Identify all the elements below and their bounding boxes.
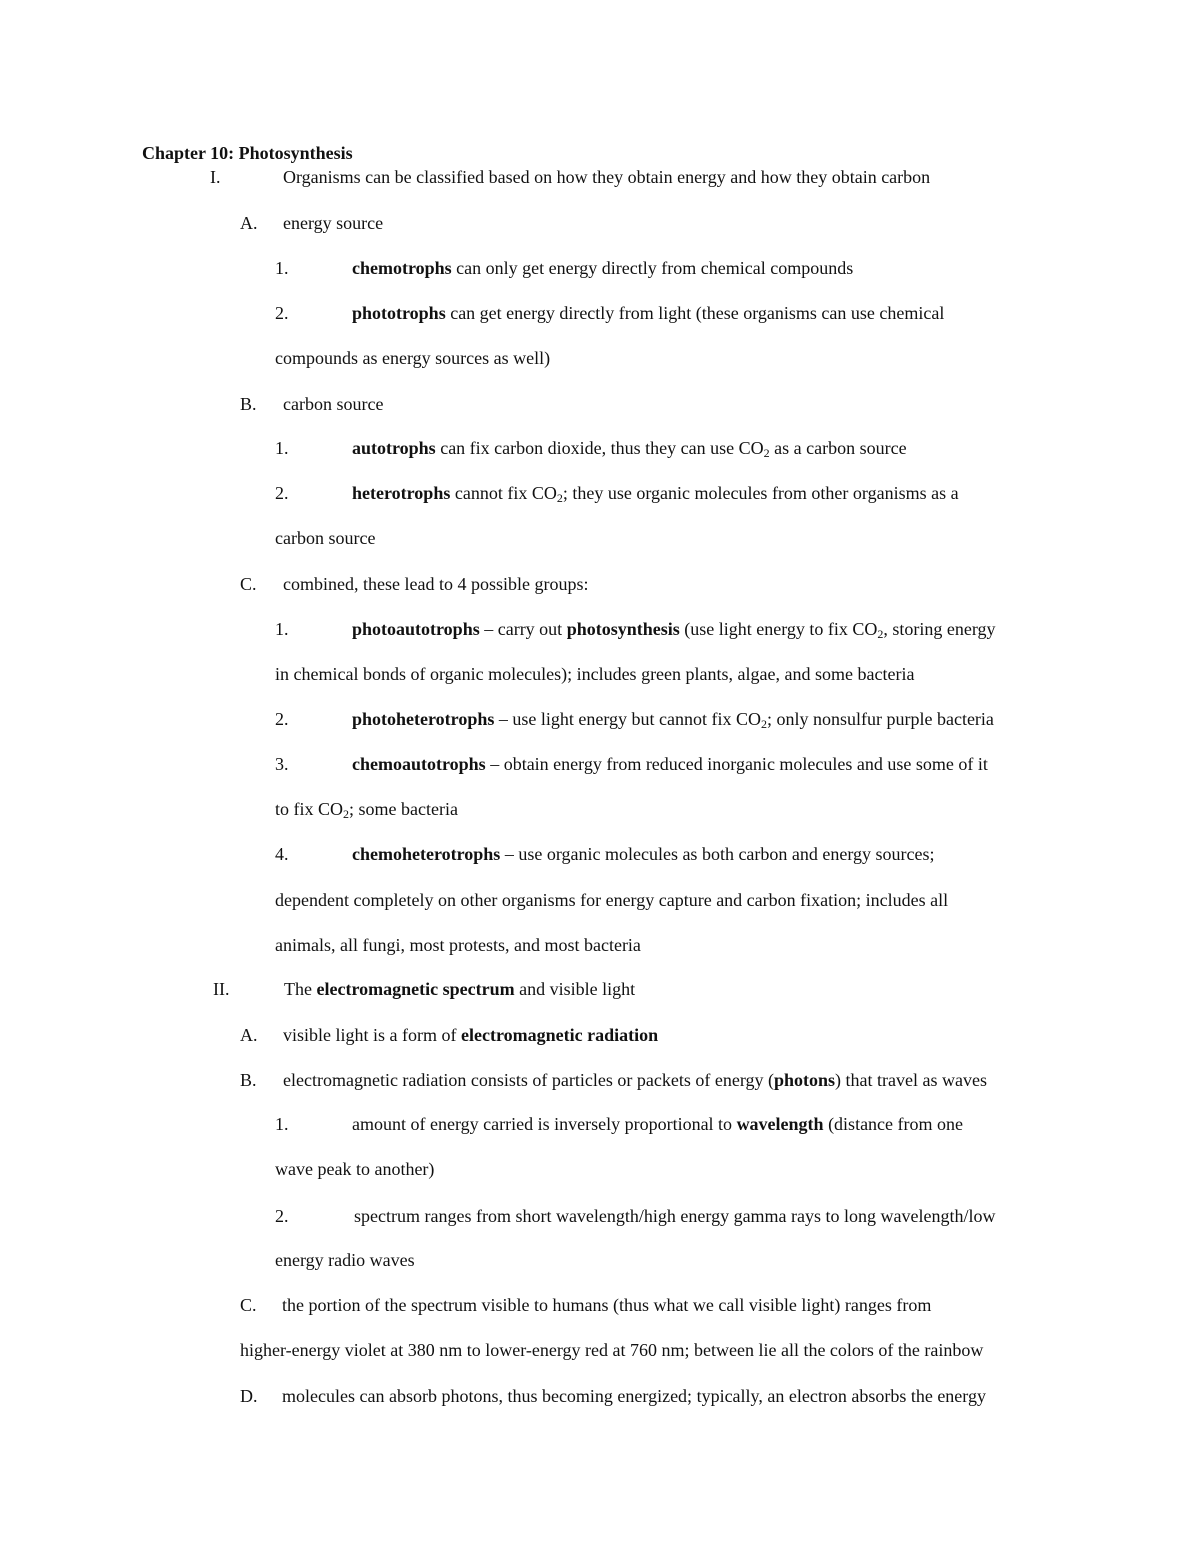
subscript-2: 2 (343, 807, 350, 821)
section-1c1-body-c: , storing energy (883, 619, 996, 639)
section-2b1-text (352, 1113, 963, 1135)
section-1c1-body-b: (use light energy to fix CO (679, 619, 878, 639)
section-1b2-marker: 2. (275, 483, 289, 503)
section-1c3-body: – obtain energy from reduced inorganic molecules and use some of it (485, 754, 988, 774)
section-1a1-marker: 1. (275, 258, 289, 278)
subscript-2: 2 (763, 446, 770, 460)
section-1b-text: carbon source (283, 394, 384, 414)
section-1c4-body: – use organic molecules as both carbon and energy sources; (500, 844, 935, 864)
section-1c2-marker: 2. (275, 709, 289, 729)
section-2b-body-b: ) that travel as waves (835, 1070, 987, 1090)
section-2c-text: the portion of the spectrum visible to humans (thus what we call visible light) ranges from (282, 1295, 932, 1315)
section-1b2-text (352, 482, 959, 504)
section-1c2-text (352, 708, 994, 730)
section-1a2-cont: compounds as energy sources as well) (275, 348, 551, 368)
subscript-2: 2 (556, 491, 563, 505)
section-1c4-text (352, 843, 935, 865)
section-1c3-marker: 3. (275, 754, 289, 774)
section-1-marker: I. (210, 167, 221, 187)
term-photosynthesis: photosynthesis (566, 619, 680, 639)
section-1b1-body-b: as a carbon source (769, 438, 907, 458)
section-2-heading (284, 978, 635, 1000)
section-2-heading-b: and visible light (514, 979, 636, 999)
section-1b1-text (352, 437, 907, 459)
term-photoheterotrophs: photoheterotrophs (352, 709, 495, 729)
section-1c2-body-a: – use light energy but cannot fix CO (494, 709, 761, 729)
section-2d-marker: D. (240, 1386, 258, 1406)
term-phototrophs: phototrophs (352, 303, 446, 323)
section-2-heading-a: The (284, 979, 317, 999)
section-2b2-cont: energy radio waves (275, 1250, 415, 1270)
section-1a1-text (352, 257, 853, 279)
section-1b1-body-a: can fix carbon dioxide, thus they can use CO (435, 438, 764, 458)
section-1b1-marker: 1. (275, 438, 289, 458)
section-1c2-body-b: ; only nonsulfur purple bacteria (766, 709, 994, 729)
section-2b1-body-b: (distance from one (823, 1114, 964, 1134)
section-2b2-text: spectrum ranges from short wavelength/high energy gamma rays to long wavelength/low (354, 1206, 996, 1226)
term-photons: photons (773, 1070, 836, 1090)
section-1c-text: combined, these lead to 4 possible groups: (283, 574, 589, 594)
term-chemoheterotrophs: chemoheterotrophs (352, 844, 501, 864)
section-1c4-marker: 4. (275, 844, 289, 864)
subscript-2: 2 (877, 627, 884, 641)
section-1c-marker: C. (240, 574, 257, 594)
section-2b1-marker: 1. (275, 1114, 289, 1134)
section-1c3-cont-b: ; some bacteria (349, 799, 458, 819)
section-2a-marker: A. (240, 1025, 258, 1045)
subscript-2: 2 (760, 717, 767, 731)
section-1c3-cont-a: to fix CO (275, 799, 344, 819)
section-1b-marker: B. (240, 394, 257, 414)
section-2a-body: visible light is a form of (283, 1025, 461, 1045)
section-2c-marker: C. (240, 1295, 257, 1315)
section-1b2-body-b: ; they use organic molecules from other organisms as a (562, 483, 959, 503)
section-1a2-body: can get energy directly from light (these organisms can use chemical (445, 303, 945, 323)
section-1-heading: Organisms can be classified based on how they obtain energy and how they obtain carbon (283, 167, 931, 187)
section-1c3-cont (275, 798, 458, 820)
section-2a-text (283, 1024, 658, 1046)
section-1a1-body: can only get energy directly from chemical compounds (451, 258, 854, 278)
section-1b2-body-a: cannot fix CO (450, 483, 557, 503)
section-1a-text: energy source (283, 213, 384, 233)
term-electromagnetic-spectrum: electromagnetic spectrum (316, 979, 515, 999)
term-electromagnetic-radiation: electromagnetic radiation (460, 1025, 659, 1045)
section-1c1-text (352, 618, 996, 640)
section-2b-marker: B. (240, 1070, 257, 1090)
section-1c1-marker: 1. (275, 619, 289, 639)
term-heterotrophs: heterotrophs (352, 483, 451, 503)
section-1a-marker: A. (240, 213, 258, 233)
section-2b1-body-a: amount of energy carried is inversely proportional to (352, 1114, 737, 1134)
section-1c4-cont2: animals, all fungi, most protests, and most bacteria (275, 935, 641, 955)
term-photoautotrophs: photoautotrophs (352, 619, 480, 639)
section-1b2-cont: carbon source (275, 528, 376, 548)
term-chemotrophs: chemotrophs (352, 258, 452, 278)
section-1c1-body-a: – carry out (479, 619, 567, 639)
section-1c3-text (352, 753, 988, 775)
section-2d-text: molecules can absorb photons, thus becoming energized; typically, an electron absorbs the energy (282, 1386, 986, 1406)
section-2c-cont: higher-energy violet at 380 nm to lower-energy red at 760 nm; between lie all the colors of the rainbow (240, 1340, 984, 1360)
section-2b1-cont: wave peak to another) (275, 1159, 435, 1179)
section-1c4-cont1: dependent completely on other organisms for energy capture and carbon fixation; includes all (275, 890, 949, 910)
section-2b-body-a: electromagnetic radiation consists of particles or packets of energy ( (283, 1070, 774, 1090)
section-2b2-marker: 2. (275, 1206, 289, 1226)
section-2b-text (283, 1069, 987, 1091)
section-1a2-marker: 2. (275, 303, 289, 323)
section-1a2-text (352, 302, 944, 324)
term-autotrophs: autotrophs (352, 438, 436, 458)
term-chemoautotrophs: chemoautotrophs (352, 754, 486, 774)
page-title: Chapter 10: Photosynthesis (142, 143, 353, 163)
term-wavelength: wavelength (736, 1114, 824, 1134)
section-2-marker: II. (213, 979, 230, 999)
section-1c1-cont: in chemical bonds of organic molecules); includes green plants, algae, and some bacteria (275, 664, 915, 684)
